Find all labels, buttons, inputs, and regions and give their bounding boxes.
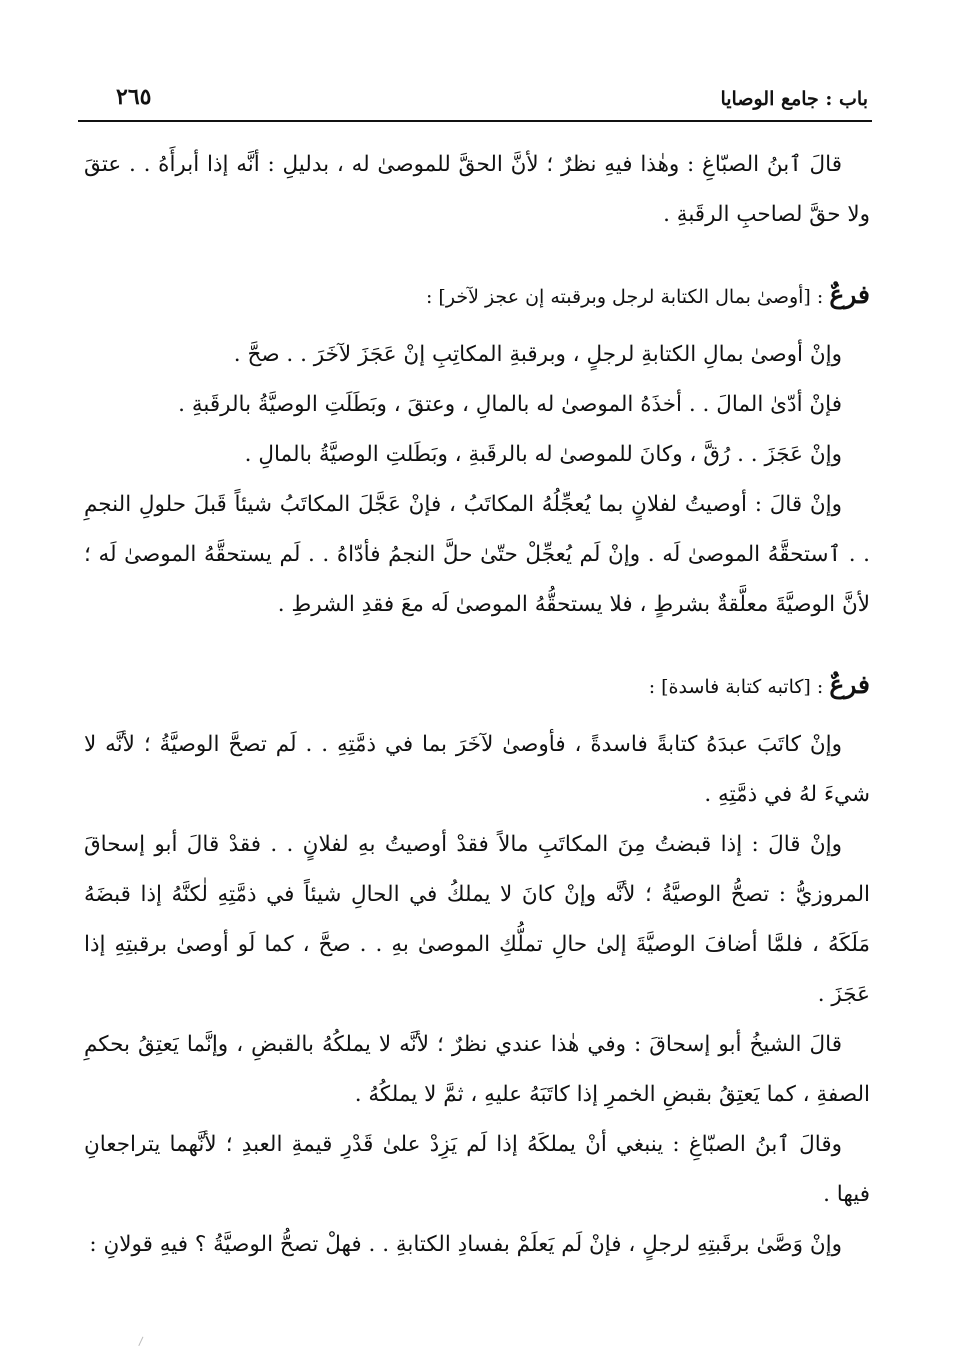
paragraph: وإنْ قالَ : أوصيتُ لفلانٍ بما يُعجِّلُهُ المكاتَبُ ، فإنْ عَجَّلَ المكاتَبُ شيئاً قَبلَ حلولِ النجمِ . . ٱستحقَّهُ الموصىٰ لَه . وإنْ لَم يُعجِّلْ حتّىٰ حلَّ النجمُ فأدّاهُ . . لَم يستحقَّهُ الموصىٰ لَه ؛ لأنَّ الوصيَّةَ معلَّقةٌ بشرطٍ ، فلا يستحقُّهُ الموصىٰ لَه معَ فقدِ الشرطِ . <box>84 492 870 617</box>
page-number: ٢٦٥ <box>116 84 152 110</box>
header-divider <box>78 120 872 122</box>
paragraph: وإنْ أوصىٰ بمالِ الكتابةِ لرجلٍ ، وبرقبةِ المكاتِبِ إنْ عَجَزَ لآخَرَ . . صحَّ . <box>233 342 842 367</box>
paragraph: قالَ ٱبنُ الصبّاغِ : وهٰذا فيهِ نظرٌ ؛ لأنَّ الحقَّ للموصىٰ له ، بدليلِ : أنَّه إذا أبرأَهُ . . عتقَ ولا حقَّ لصاحبِ الرقَبةِ . <box>84 152 870 227</box>
page-body <box>84 140 870 1270</box>
section-heading <box>84 270 870 322</box>
section-heading <box>84 660 870 712</box>
paragraph: وإنْ وَصَّىٰ برقَبتِهِ لرجلٍ ، فإنْ لَم يَعلَمْ بفسادِ الكتابةِ . . فهلْ تصحُّ الوصيَّةُ ؟ فيهِ قولانِ : <box>89 1232 842 1257</box>
page-header <box>78 80 872 122</box>
paragraph: وإنْ قالَ : إذا قبضتُ مِنَ المكاتَبِ مالاً فقدْ أوصيتُ بهِ لفلانٍ . . فقدْ قالَ أبو إسحاقَ المروزيُّ : تصحُّ الوصيَّةُ ؛ لأنَّه وإنْ كانَ لا يملكُ في الحالِ شيئاً في ذمَّتِهِ لٰكنَّهُ إذا قبضَهُ مَلَكَهُ ، فلمَّا أضافَ الوصيَّةَ إلىٰ حالِ تملُّكِ الموصىٰ بهِ . . صحَّ ، كما لَو أوصىٰ برقبتِهِ إذا عَجَزَ . <box>84 832 870 1007</box>
chapter-title: باب : جامع الوصايا <box>720 88 868 110</box>
paragraph: قالَ الشيخُ أبو إسحاقَ : وفي هٰذا عندي نظرٌ ؛ لأنَّه لا يملكُهُ بالقبضِ ، وإنَّما يَعتِقُ بحكمِ الصفةِ ، كما يَعتِقُ بقبضِ الخمرِ إذا كاتَبَهُ عليهِ ، ثمَّ لا يملكُهُ . <box>84 1032 870 1107</box>
paragraph: وقالَ ٱبنُ الصبّاغِ : ينبغي أنْ يملكَهُ إذا لَم يَزِدْ علىٰ قَدْرِ قيمةِ العبدِ ؛ لأنَّهما يتراجعانِ فيها . <box>84 1132 870 1207</box>
heading-keyword: فرعٌ <box>829 280 870 309</box>
heading-title: : [كاتبه كتابة فاسدة] : <box>648 676 830 698</box>
paragraph: وإنْ عَجَزَ . . رُقَّ ، وكانَ للموصىٰ له بالرقَبةِ ، وبَطَلتِ الوصيَّةُ بالمالِ . <box>244 442 842 467</box>
paragraph: وإنْ كاتَبَ عبدَهُ كتابةً فاسدةً ، فأوصىٰ لآخَرَ بما في ذمَّتِهِ . . لَم تصحَّ الوصيَّةُ ؛ لأنَّه لا شيءَ لهُ في ذمَّتِهِ . <box>84 732 870 807</box>
heading-title: : [أوصىٰ بمال الكتابة لرجل وبرقبته إن عجز لآخر] : <box>425 286 830 308</box>
heading-keyword: فرعٌ <box>829 670 870 699</box>
paragraph: فإنْ أدّىٰ المالَ . . أخذَهُ الموصىٰ له بالمالِ ، وعتقَ ، وبَطَلَتِ الوصيَّةُ بالرقَبةِ . <box>178 392 842 417</box>
scan-mark <box>138 1337 150 1350</box>
